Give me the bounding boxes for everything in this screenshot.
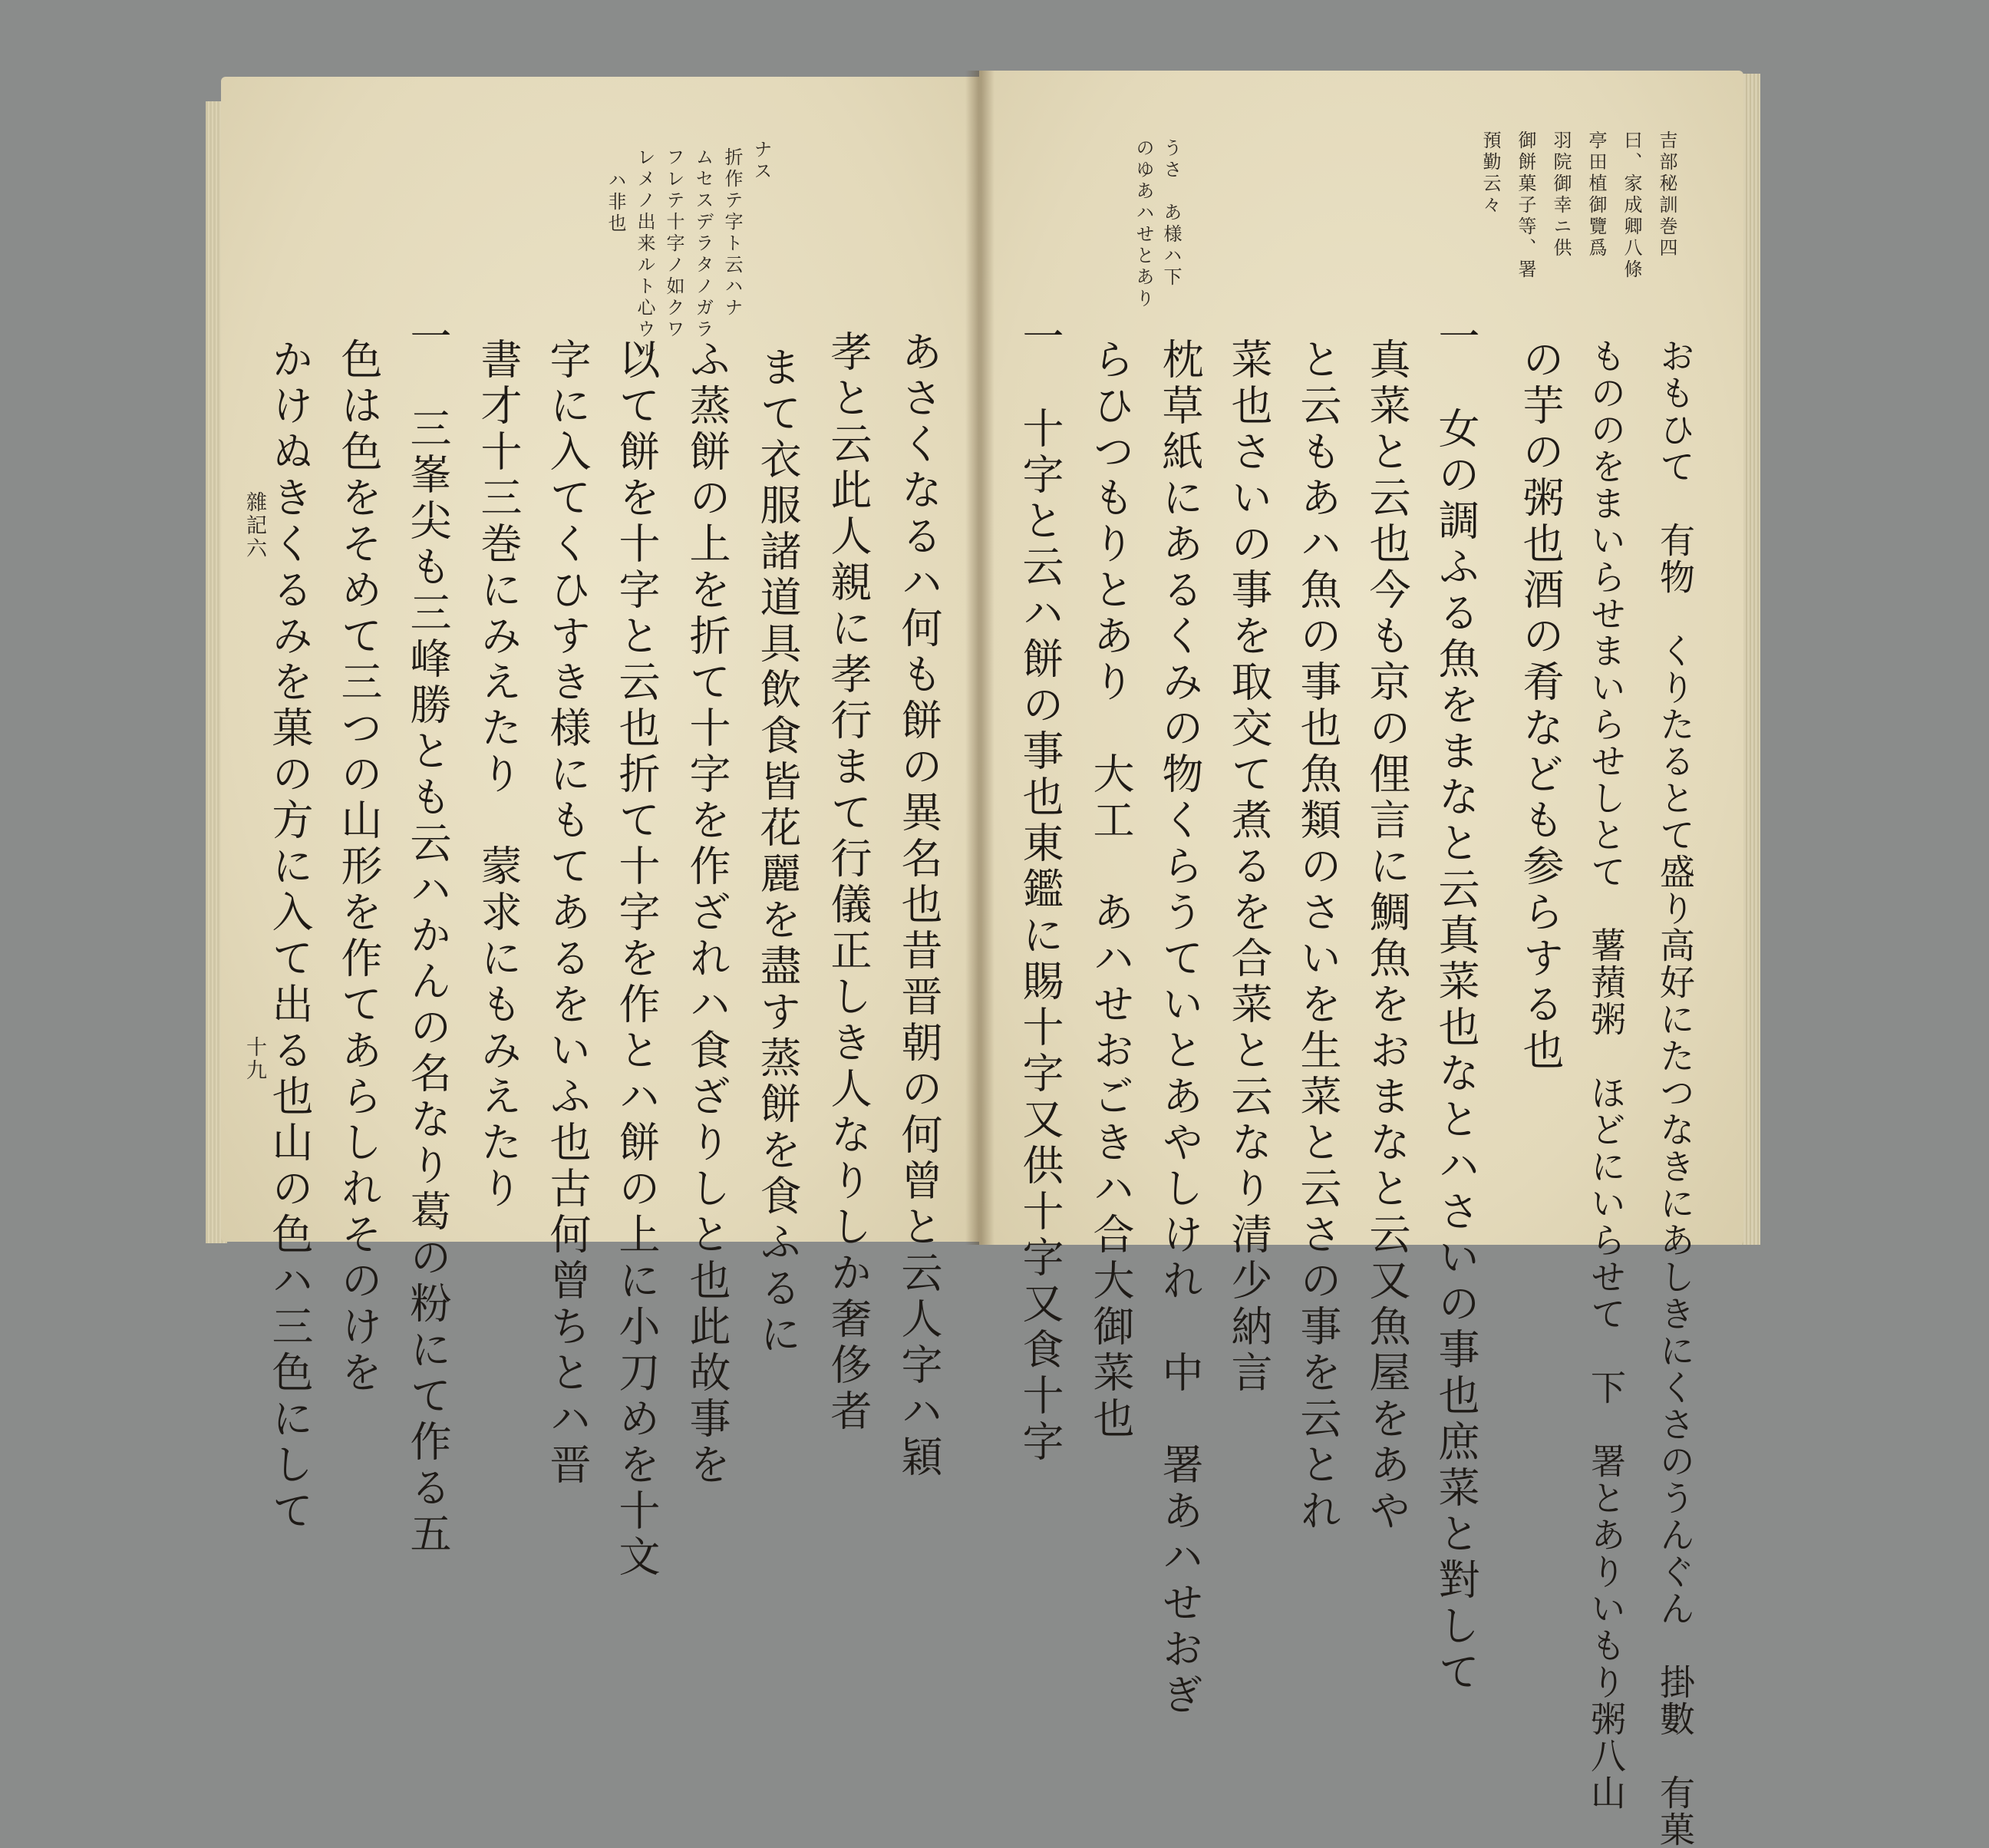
right-headnote-line: 羽院御幸ニ供 [1550,130,1572,259]
right-text-column: おもひて 有物 くりたるとて盛り高好にたつなきにあしきにくさのうんぐん 掛數 有菓 [1654,338,1696,1848]
left-text-column: ふ蒸餅の上を折て十字を作ざれハ食ざりしと也此故事を [683,338,731,1489]
left-text-column: 一 三峯尖も三峰勝とも云ハかんの名なり葛の粉にて作る五 [404,315,452,1558]
right-text-column: らひつもりとあり 大工 あハせおごきハ合大御菜也 [1087,338,1135,1443]
running-title: 雜記六 [242,491,266,560]
left-text-column: 孝と云此人親に孝行まて行儀正しき人なりしか奢侈者 [824,330,872,1435]
left-text-column: 色は色をそめて三つの山形を作てあらしれそのけを [335,338,383,1397]
right-text-column: 菜也さいの事を取交て煮るを合菜と云なり清少納言 [1225,338,1273,1397]
left-headnote-line: 折作テ字ト云ハナ [721,147,743,319]
right-text-column: の芋の粥也酒の肴なども参らする也 [1516,338,1565,1074]
left-headnote-line: ハ非也 [605,170,626,235]
right-text-column: もののをまいらせまいらせしとて 薯蕷粥 ほどにいらせて 下 署とありいもり粥八山 [1585,338,1627,1811]
right-margin-note-line: うさ あ様ハ下 [1160,138,1182,289]
left-headnote-line: フレテ十字ノ如クワ [663,147,684,341]
right-text-column: 一 女の調ふる魚をまなと云真菜也なとハさいの事也庶菜と對して [1432,315,1480,1696]
right-headnote-line: 亭田植御覽爲 [1585,130,1607,259]
left-headnote-line: ムセスデラタノガラ [692,147,714,341]
left-text-column: 字に入てくひすき様にもてあるをいふ也古何曾ちとハ晋 [543,338,592,1489]
right-text-column: 枕草紙にあるくみの物くらうていとあやしけれ 中 署あハせおぎ [1156,338,1204,1719]
right-headnote-line: 預勤云々 [1479,130,1501,216]
right-text-column: 一 十字と云ハ餅の事也東鑑に賜十字又供十字又食十字 [1016,315,1064,1466]
folio-number: 十九 [242,1036,266,1082]
left-text-column: かけぬきくるみを菓の方に入て出る也山の色ハ三色にして [266,338,314,1535]
right-margin-note-line: のゆあハせとあり [1133,138,1154,310]
left-text-column: あさくなるハ何も餅の異名也昔晋朝の何曾と云人字ハ穎 [895,330,943,1481]
book-gutter [965,71,995,1245]
right-text-column: 真菜と云也今も京の俚言に鯛魚をおまなと云又魚屋をあや [1363,338,1411,1535]
left-headnote-line: ナス [750,140,772,183]
right-headnote-line: 吉部秘訓巻四 [1656,130,1677,259]
left-text-column: まて衣服諸道具飲食皆花麗を盡す蒸餅を食ふるに [754,345,802,1358]
right-text-column: と云もあハ魚の事也魚類のさいを生菜と云さの事を云とれ [1294,338,1342,1535]
left-headnote-line: レメノ出来ルト心ウル [634,147,655,362]
right-headnote-line: 御餅菓子等、署 [1515,130,1536,281]
right-headnote-line: 曰、家成卿八條 [1621,130,1642,281]
left-text-column: 書才十三巻にみえたり 蒙求にもみえたり [474,338,523,1213]
left-text-column: 以て餅を十字と云也折て十字を作とハ餅の上に小刀めを十文 [612,338,661,1581]
